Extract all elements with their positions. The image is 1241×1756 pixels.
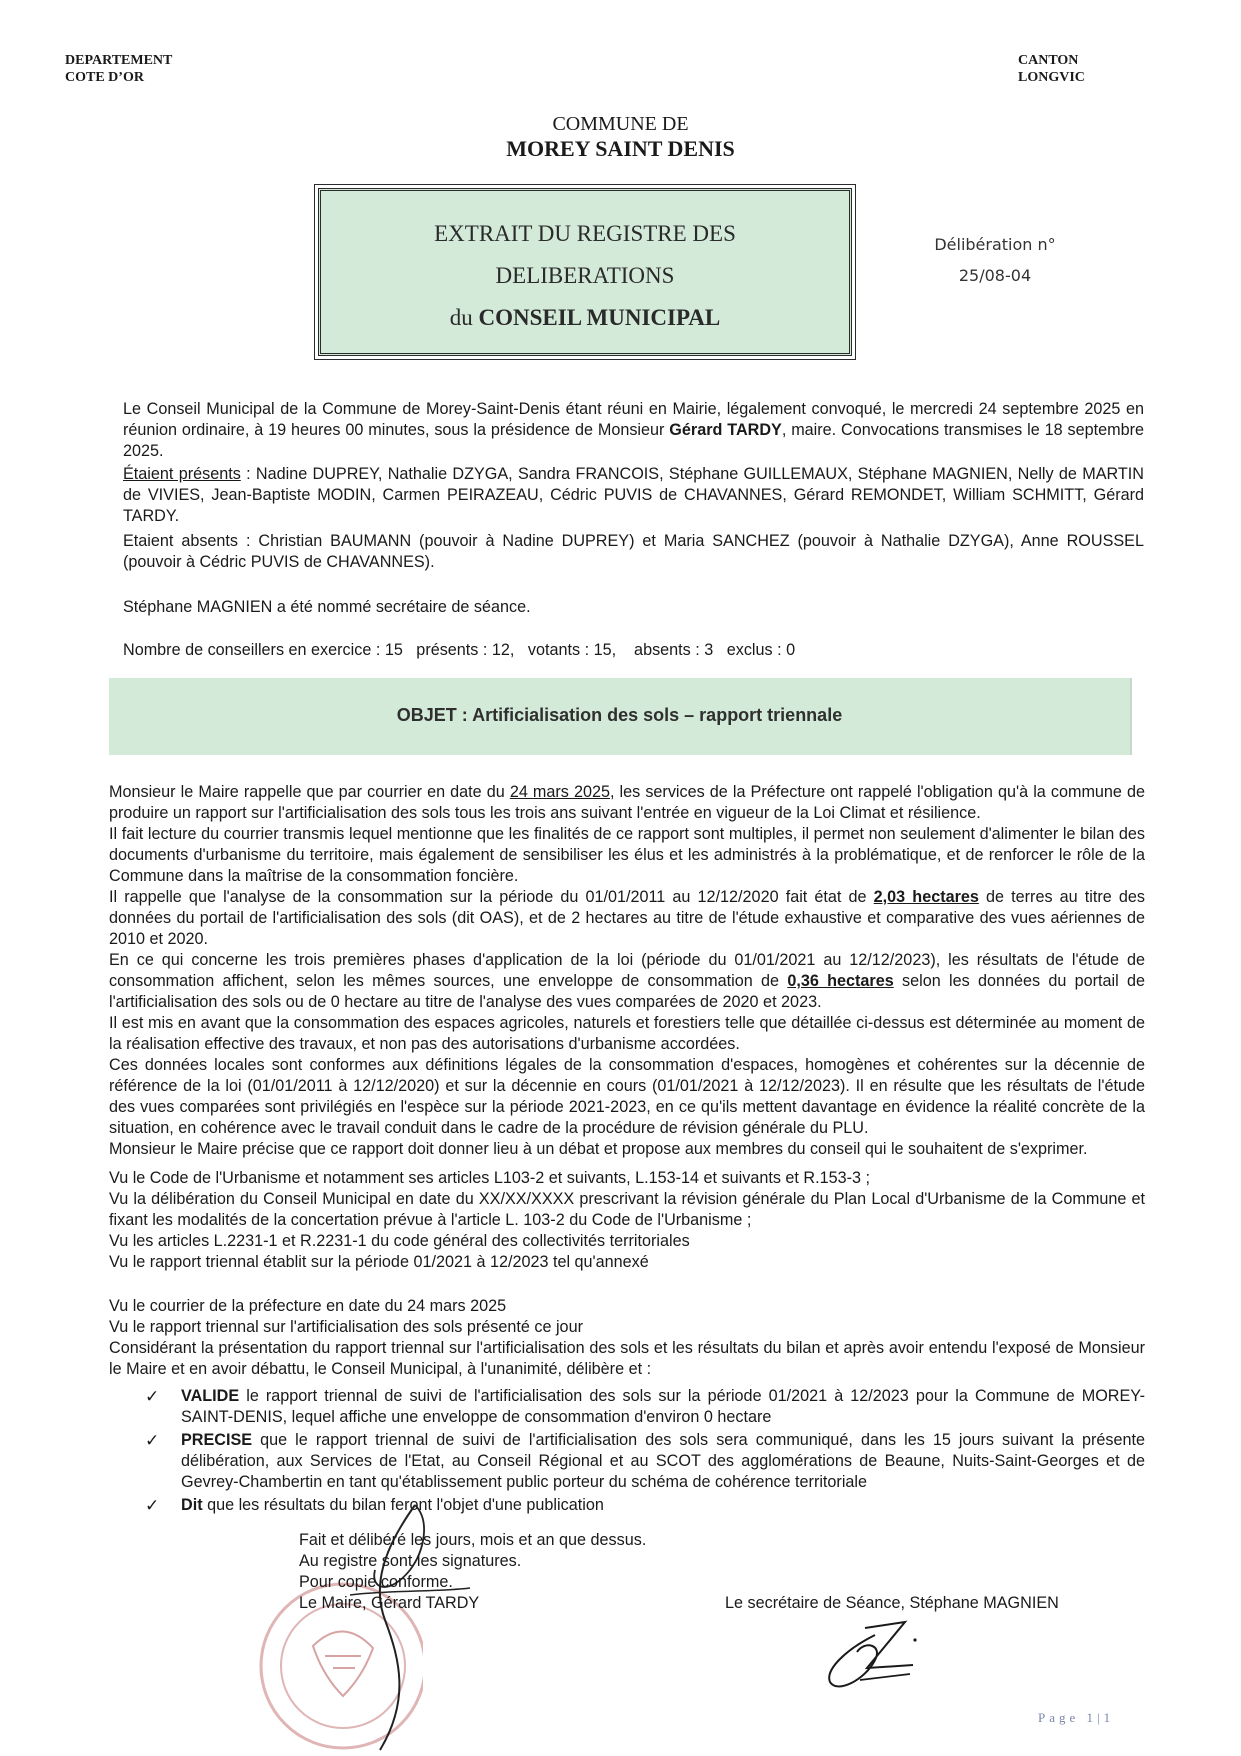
deliberation-label: Délibération n° [934,235,1056,254]
body-paragraph-6: Ces données locales sont conformes aux définitions légales de la consommation d'espaces, homogènes et cohérentes sur la décennie de référence de la loi (01/01/2011 à 12/12/2020) et sur la décennie en cours (01/01/2021 à 12/12/2023). Il en résulte que les résultats de l'étude des vues comparées sont privilégiés en l'espèce sur la période 2021-2023, en ce qu'ils mettent davantage en évidence la réalité concrète de la situation, en cohérence avec le travail conduit dans le cadre de la procédure de révision générale du PLU. [109,1056,1145,1137]
decision-item [145,1430,1145,1493]
decision-keyword: PRECISE [181,1431,253,1449]
department-label [65,52,172,86]
closing-line1: Fait et délibéré les jours, mois et an que dessus. [299,1531,647,1549]
body-paragraph-5: Il est mis en avant que la consommation des espaces agricoles, naturels et forestiers telle que détaillée ci-dessus est déterminée au moment de la réalisation effective des travaux, et non pas des autorisations d'urbanisme accordées. [109,1014,1145,1053]
register-title-box [318,188,852,356]
hectares-2021-2023: 0,36 hectares [787,972,894,990]
present-list: : Nadine DUPREY, Nathalie DZYGA, Sandra FRANCOIS, Stéphane GUILLEMAUX, Stéphane MAGNIEN, Nelly de MARTIN de VIVIES, Jean-Baptiste MODIN, Carmen PEIRAZEAU, Cédric PUVIS de CHAVANNES, Gérard REMONDET, William SCHMITT, Gérard TARDY. [123,465,1144,525]
present-paragraph [123,464,1144,527]
body-1b: , les services de la Préfecture ont rappelé l'obligation qu'à la commune de produire un rapport sur l'artificialisation des sols tous les trois ans suivant l'entrée en vigueur de la Loi Climat et résilience. [109,783,1146,822]
intro-text-b: , maire. Convocations transmises le 18 septembre 2025. [123,421,1144,460]
canton-line2: LONGVIC [1018,70,1085,85]
decision-text: que le rapport triennal de suivi de l'artificialisation des sols sera communiqué, dans les 15 jours suivant la présente délibération, aux Services de l'Etat, au Conseil Régional et au SCOT des agglomérations de Beaune, Nuits-Saint-Georges et de Gevrey-Chambertin en tant qu'établissement public porteur du schéma de cohérence territoriale [181,1431,1145,1491]
commune-label: COMMUNE DE [552,113,689,135]
vu-block-2 [109,1296,1145,1380]
body-paragraph-7: Monsieur le Maire précise que ce rapport doit donner lieu à un débat et propose aux membres du conseil qui le souhaitent de s'exprimer. [109,1140,1088,1158]
objet-banner [109,678,1132,755]
body-4a: En ce qui concerne les trois premières phases d'application de la loi (période du 01/01/2021 au 12/12/2023), les résultats de l'étude de consommation affichent, selon les mêmes sources, une enveloppe de consommation de [109,951,1145,990]
register-line1: EXTRAIT DU REGISTRE DES [434,221,736,246]
body-3b: de terres au titre des données du portail de l'artificialisation des sols (dit OAS), et de 2 hectares au titre de l'étude exhaustive et comparative des vues aériennes de 2010 et 2020. [109,888,1145,948]
objet-title: OBJET : Artificialisation des sols – rapport triennale [396,705,843,725]
closing-line2: Au registre sont les signatures. [299,1552,522,1570]
decision-keyword: Dit [181,1496,203,1514]
body-text [109,782,1145,1160]
president-name: Gérard TARDY [669,421,782,439]
canton-line1: CANTON [1018,53,1079,68]
decision-item [145,1495,1145,1516]
vu-6: Vu le rapport triennal sur l'artificialisation des sols présenté ce jour [109,1318,583,1336]
decision-list [145,1386,1145,1516]
secretary-paragraph: Stéphane MAGNIEN a été nommé secrétaire de séance. [123,598,531,616]
check-icon: ✓ [145,1431,160,1450]
register-line3-bold: CONSEIL MUNICIPAL [478,305,721,330]
check-icon: ✓ [145,1387,160,1406]
absent-paragraph: Etaient absents : Christian BAUMANN (pouvoir à Nadine DUPREY) et Maria SANCHEZ (pouvoir à Nathalie DZYGA), Anne ROUSSEL (pouvoir à Cédric PUVIS de CHAVANNES). [123,532,1144,571]
department-line2: COTE D’OR [65,70,144,85]
closing-line3: Pour copie conforme. [299,1573,453,1591]
vu-7: Considérant la présentation du rapport triennal sur l'artificialisation des sols et les résultats du bilan et après avoir entendu l'exposé de Monsieur le Maire et en avoir débattu, le Conseil Municipal, à l'unanimité, délibère et : [109,1339,1145,1378]
body-paragraph-1 [109,782,1145,824]
canton-label [1018,52,1085,86]
present-label: Étaient présents [123,465,241,483]
check-icon: ✓ [145,1496,160,1515]
register-line3-prefix: du [449,305,473,330]
vu-2: Vu la délibération du Conseil Municipal en date du XX/XX/XXXX prescrivant la révision générale du Plan Local d'Urbanisme de la Commune et fixant les modalités de la concertation prévue à l'article L. 103-2 du Code de l'Urbanisme ; [109,1190,1145,1229]
counts-paragraph: Nombre de conseillers en exercice : 15 présents : 12, votants : 15, absents : 3 exclus : 0 [123,641,796,659]
commune-name: MOREY SAINT DENIS [506,136,735,161]
secretary-signoff: Le secrétaire de Séance, Stéphane MAGNIEN [725,1594,1059,1612]
body-paragraph-3 [109,887,1145,950]
intro-paragraph [123,399,1144,462]
decision-keyword: VALIDE [181,1387,240,1405]
decision-item [145,1386,1145,1428]
page-number: Page 1|1 [1038,1710,1115,1725]
decision-text: que les résultats du bilan feront l'objet d'une publication [202,1496,604,1514]
body-3a: Il rappelle que l'analyse de la consommation sur la période du 01/01/2011 au 12/12/2020 fait état de [109,888,874,906]
hectares-2011-2020: 2,03 hectares [873,888,979,906]
vu-3: Vu les articles L.2231-1 et R.2231-1 du code général des collectivités territoriales [109,1232,690,1250]
intro-text-a: Le Conseil Municipal de la Commune de Morey-Saint-Denis étant réuni en Mairie, légalement convoqué, le mercredi 24 septembre 2025 en réunion ordinaire, à 19 heures 00 minutes, sous la présidence de Monsieur [123,400,1144,439]
register-line3 [321,305,849,331]
mayor-name: Le Maire, Gérard TARDY [299,1594,480,1612]
vu-4: Vu le rapport triennal établit sur la période 01/2021 à 12/2023 tel qu'annexé [109,1253,649,1271]
decision-text: le rapport triennal de suivi de l'artificialisation des sols sur la période 01/2021 à 12/2023 pour la Commune de MOREY-SAINT-DENIS, lequel affiche une enveloppe de consommation d'environ 0 hectare [181,1387,1145,1426]
deliberation-number: 25/08-04 [958,266,1032,285]
body-1a: Monsieur le Maire rappelle que par courrier en date du [109,783,510,801]
body-4b: selon les données du portail de l'artificialisation des sols ou de 0 hectare au titre de l'analyse des vues comparées de 2020 et 2023. [109,972,1145,1011]
vu-1: Vu le Code de l'Urbanisme et notamment ses articles L103-2 et suivants, L.153-14 et suivants et R.153-3 ; [109,1169,871,1187]
department-line1: DEPARTEMENT [65,53,173,68]
letter-date: 24 mars 2025 [509,783,610,801]
vu-block-1 [109,1168,1145,1273]
vu-5: Vu le courrier de la préfecture en date du 24 mars 2025 [109,1297,507,1315]
body-paragraph-4 [109,950,1145,1013]
register-line2: DELIBERATIONS [495,263,675,288]
closing-block [299,1530,719,1614]
body-paragraph-2: Il fait lecture du courrier transmis lequel mentionne que les finalités de ce rapport sont multiples, il permet non seulement d'alimenter le bilan des documents d'urbanisme du territoire, mais également de sensibiliser les élus et les administrés à la problématique, et de renforcer le rôle de la Commune dans la maîtrise de la consommation foncière. [109,825,1145,885]
secretary-signature-icon [805,1610,935,1695]
